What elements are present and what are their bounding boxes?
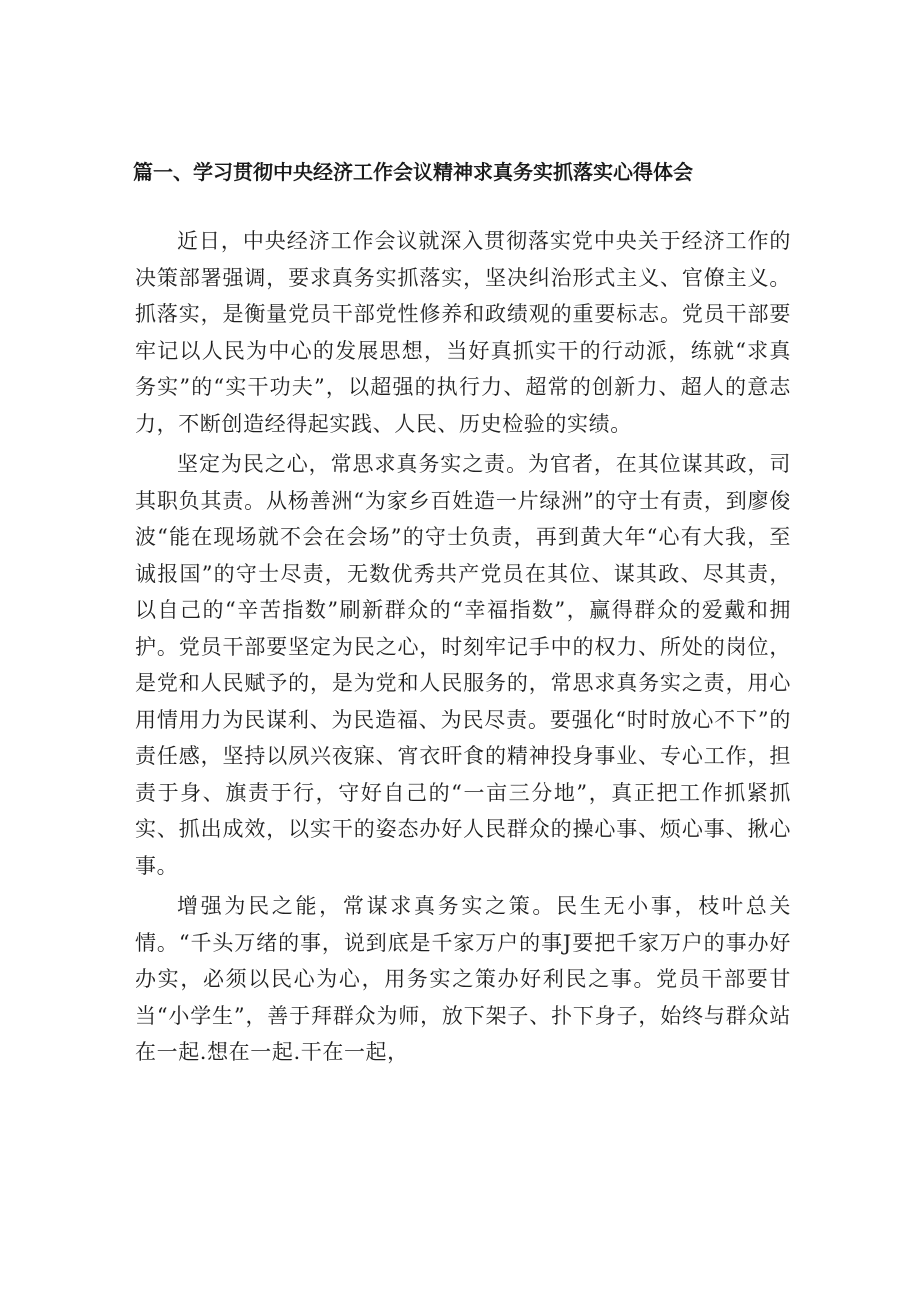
document-title: 篇一、学习贯彻中央经济工作会议精神求真务实抓落实心得体会	[133, 160, 693, 184]
paragraph-2: 坚定为民之心，常思求真务实之责。为官者，在其位谋其政，司其职负其责。从杨善洲“为家乡百姓造一片绿洲”的守士有责，到廖俊波“能在现场就不会在会场”的守士负责，再到黄大年“心有大我，至诚报国”的守士尽责，无数优秀共产党员在其位、谋其政、尽其责，以自己的“辛苦指数”刷新群众的“幸福指数”，赢得群众的爱戴和拥护。党员干部要坚定为民之心，时刻牢记手中的权力、所处的岗位，是党和人民赋予的，是为党和人民服务的，常思求真务实之责，用心用情用力为民谋利、为民造福、为民尽责。要强化“时时放心不下”的责任感，坚持以夙兴夜寐、宵衣旰食的精神投身事业、专心工作，担责于身、旗责于行，守好自己的“一亩三分地”，真正把工作抓紧抓实、抓出成效，以实干的姿态办好人民群众的操心事、烦心事、揪心事。	[135, 452, 791, 878]
document-body	[135, 223, 791, 1071]
paragraph-1: 近日，中央经济工作会议就深入贯彻落实党中央关于经济工作的决策部署强调，要求真务实抓落实，坚决纠治形式主义、官僚主义。抓落实，是衡量党员干部党性修养和政绩观的重要标志。党员干部要牢记以人民为中心的发展思想，当好真抓实干的行动派，练就“求真务实”的“实干功夫”，以超强的执行力、超常的创新力、超人的意志力，不断创造经得起实践、人民、历史检验的实绩。	[135, 229, 791, 436]
paragraph-3: 增强为民之能，常谋求真务实之策。民生无小事，枝叶总关情。“千头万绪的事，说到底是千家万户的事J要把千家万户的事办好办实，必须以民心为心，用务实之策办好利民之事。党员干部要甘当“小学生”，善于拜群众为师，放下架子、扑下身子，始终与群众站在一起.想在一起.干在一起，	[135, 894, 791, 1064]
